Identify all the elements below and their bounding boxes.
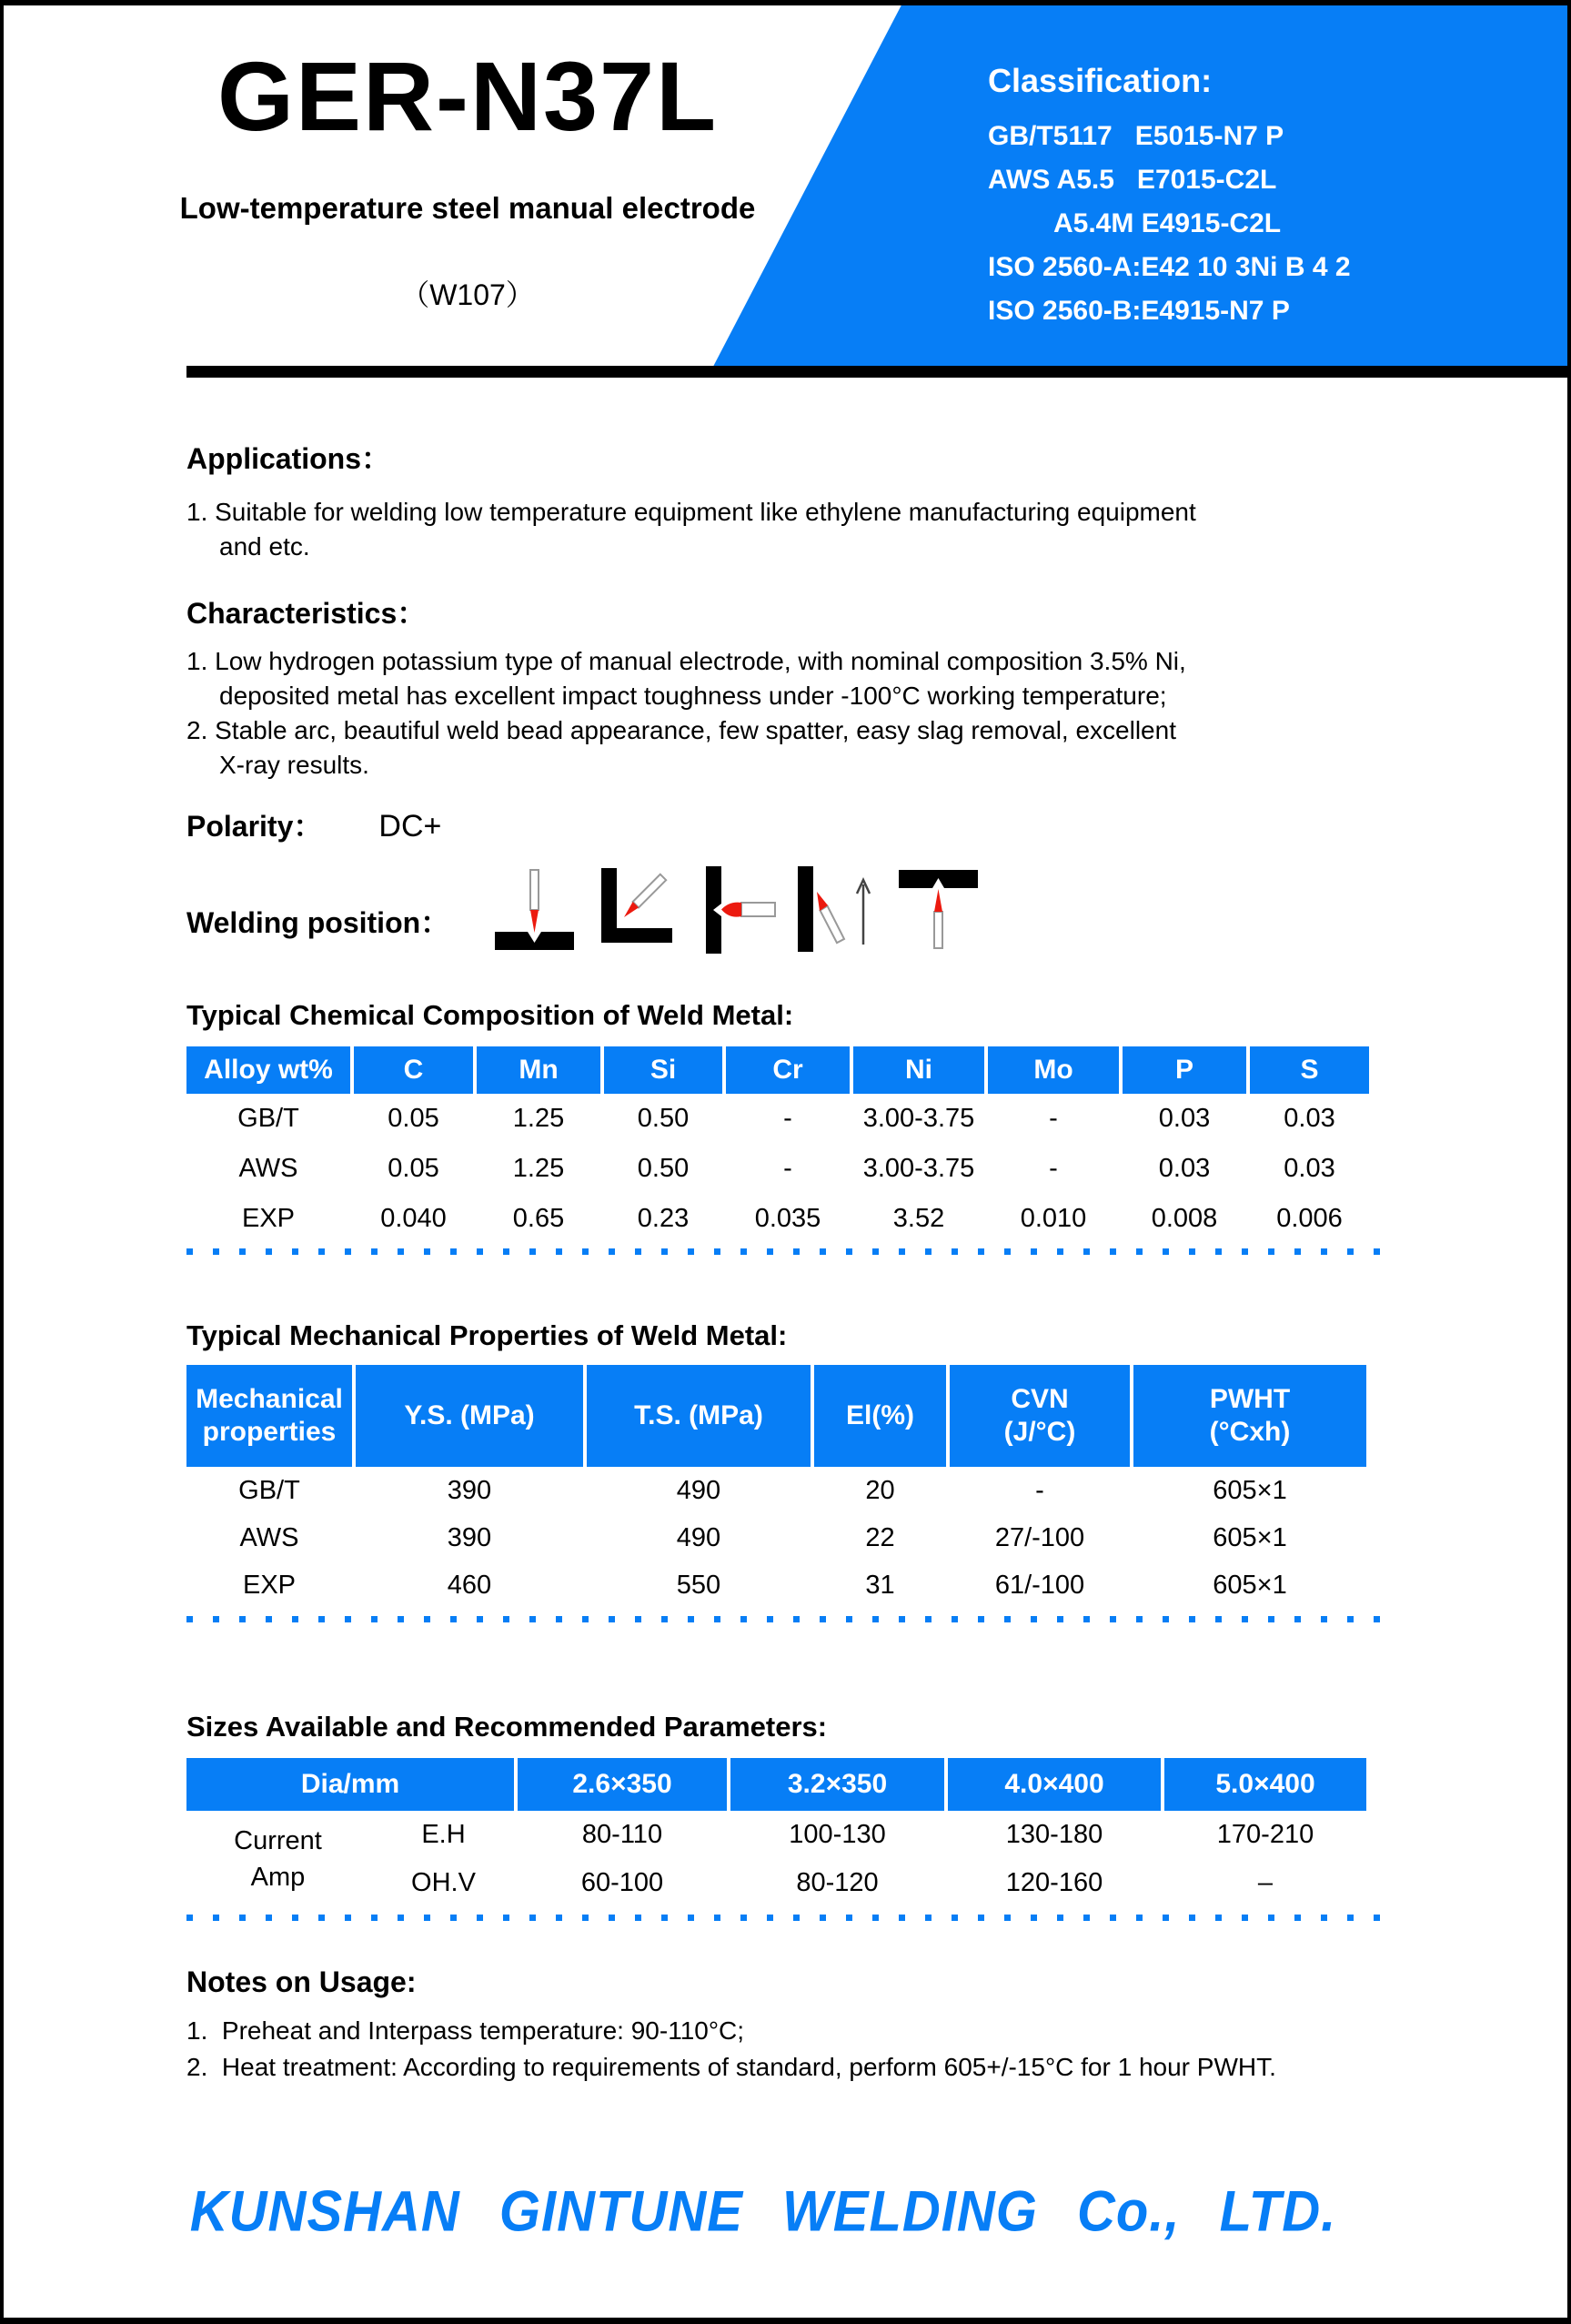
row-label: GB/T [237, 1104, 299, 1133]
table-cell: 20 [865, 1475, 895, 1505]
table-cell: 0.05 [388, 1104, 439, 1133]
mech-table-title: Typical Mechanical Properties of Weld Metal: [186, 1319, 788, 1351]
welding-position-label: Welding position： [186, 906, 450, 939]
header-cell: 5.0×400 [1164, 1758, 1366, 1811]
characteristics-line: 2. Stable arc, beautiful weld bead appearance, few spatter, easy slag removal, excellent [186, 716, 1176, 744]
applications-line: and etc. [219, 532, 310, 561]
table-cell: - [1049, 1154, 1058, 1183]
table-cell: 100-130 [789, 1820, 886, 1849]
table-cell: 0.006 [1276, 1204, 1343, 1233]
classification-heading: Classification: [988, 62, 1213, 99]
table-cell: 0.65 [512, 1204, 565, 1233]
header-line: Y.S. (MPa) [404, 1400, 535, 1430]
row-group-line: Amp [250, 1863, 306, 1892]
header-cell: C [354, 1046, 473, 1094]
sizes-table-header [186, 1758, 1366, 1811]
header-cell [186, 1365, 352, 1467]
row-label: EXP [242, 1570, 297, 1600]
row-label: GB/T [238, 1475, 300, 1505]
notes-line: 1. Preheat and Interpass temperature: 90-110°C; [186, 2016, 745, 2045]
table-cell: 0.50 [637, 1154, 690, 1183]
table-cell: 1.25 [512, 1154, 565, 1183]
table-cell: 80-120 [796, 1868, 879, 1897]
horizontal-position-icon [693, 864, 780, 955]
table-cell: 170-210 [1216, 1820, 1314, 1849]
table-cell: - [783, 1154, 792, 1183]
header-cell [587, 1365, 811, 1467]
overhead-position-icon [895, 864, 982, 955]
table-cell: 3.52 [892, 1204, 945, 1233]
table-cell: 0.23 [637, 1204, 690, 1233]
notes-text [186, 2013, 1276, 2086]
table-cell: 390 [447, 1522, 492, 1552]
table-cell: - [1049, 1104, 1058, 1133]
mech-table-header [186, 1365, 1366, 1467]
classification-block [988, 60, 1351, 333]
fillet-corner-position-icon [592, 864, 679, 955]
chem-table-title: Typical Chemical Composition of Weld Metal: [186, 999, 794, 1031]
table-cell: 0.03 [1284, 1154, 1335, 1183]
table-cell: 605×1 [1213, 1522, 1287, 1552]
flat-position-icon [491, 864, 578, 955]
polarity-value: DC+ [378, 809, 442, 844]
header-cell: Cr [726, 1046, 850, 1094]
header-line: T.S. (MPa) [634, 1400, 763, 1430]
header-divider-bar [186, 366, 1567, 378]
chem-table-body [186, 1094, 1369, 1244]
table-cell: 0.008 [1151, 1204, 1218, 1233]
mech-table-body [186, 1467, 1366, 1609]
row-label: OH.V [411, 1868, 476, 1897]
header-line: (J/°C) [1003, 1417, 1076, 1447]
table-cell: 31 [865, 1570, 895, 1600]
table-cell: 490 [676, 1475, 721, 1505]
header-line: (°Cxh) [1209, 1417, 1291, 1447]
header-line: CVN [1011, 1384, 1069, 1414]
polarity-row [186, 808, 441, 844]
characteristics-text [186, 644, 1186, 783]
table-cell: 390 [447, 1475, 492, 1505]
applications-text [186, 495, 1196, 564]
characteristics-line: deposited metal has excellent impact toughness under -100°C working temperature; [219, 682, 1167, 710]
footer-company-name: KUNSHAN GINTUNE WELDING Co., LTD. [189, 2179, 1337, 2244]
header-cell: Alloy wt% [186, 1046, 350, 1094]
classification-line: GB/T5117 E5015-N7 P [988, 121, 1284, 151]
header-cell: Mn [477, 1046, 600, 1094]
table-cell: 3.00-3.75 [862, 1154, 975, 1183]
table-cell: 460 [447, 1570, 492, 1600]
table-cell: 80-110 [581, 1820, 663, 1849]
row-group-label [186, 1811, 369, 1907]
row-label: AWS [239, 1522, 299, 1552]
applications-heading: Applications： [186, 442, 391, 475]
header-cell: P [1123, 1046, 1246, 1094]
header-line: PWHT [1209, 1384, 1291, 1414]
table-cell: 0.010 [1020, 1204, 1087, 1233]
header-cell [1133, 1365, 1366, 1467]
table-cell: 120-160 [1005, 1868, 1103, 1897]
classification-line: A5.4M E4915-C2L [1053, 208, 1282, 238]
header-cell: S [1250, 1046, 1369, 1094]
classification-line: ISO 2560-B:E4915-N7 P [988, 296, 1290, 326]
header-cell: Mo [988, 1046, 1119, 1094]
header-cell: Ni [853, 1046, 984, 1094]
table-cell: 0.03 [1158, 1104, 1211, 1133]
product-subtitle: Low-temperature steel manual electrode [179, 191, 756, 225]
table-cell: 60-100 [580, 1868, 664, 1897]
header-line: Mechanical [196, 1384, 343, 1414]
table-cell: 61/-100 [994, 1570, 1085, 1600]
dotted-separator [186, 1248, 1385, 1255]
header-line: El(%) [846, 1400, 914, 1430]
characteristics-line: 1. Low hydrogen potassium type of manual electrode, with nominal composition 3.5% Ni, [186, 647, 1186, 675]
table-cell: 0.03 [1158, 1154, 1211, 1183]
classification-line: ISO 2560-A:E42 10 3Ni B 4 2 [988, 252, 1351, 282]
table-cell: 22 [865, 1522, 895, 1552]
classification-line: AWS A5.5 E7015-C2L [988, 165, 1277, 195]
header-cell: 4.0×400 [948, 1758, 1161, 1811]
welding-position-icons [491, 864, 982, 955]
header-cell: 2.6×350 [518, 1758, 727, 1811]
sizes-table-title: Sizes Available and Recommended Parameters: [186, 1711, 828, 1743]
table-cell: 3.00-3.75 [862, 1104, 975, 1133]
polarity-label: Polarity： [186, 810, 323, 843]
table-cell: 1.25 [512, 1104, 565, 1133]
header-line: properties [202, 1417, 337, 1447]
product-model-code: （W107） [400, 278, 535, 311]
table-cell: – [1257, 1868, 1274, 1897]
row-group-line: Current [234, 1826, 322, 1855]
notes-heading: Notes on Usage: [186, 1965, 417, 1998]
header-cell [356, 1365, 583, 1467]
notes-line: 2. Heat treatment: According to requirements of standard, perform 605+/-15°C for 1 hour PWHT. [186, 2053, 1276, 2081]
table-cell: 27/-100 [994, 1522, 1085, 1552]
table-cell: 0.03 [1284, 1104, 1335, 1133]
table-cell: 550 [676, 1570, 721, 1600]
row-label: E.H [421, 1820, 466, 1849]
table-cell: 490 [676, 1522, 721, 1552]
header-cell: Dia/mm [186, 1758, 514, 1811]
characteristics-heading: Characteristics： [186, 597, 427, 630]
table-cell: - [1035, 1475, 1044, 1505]
product-title: GER-N37L [217, 41, 719, 151]
row-label: EXP [241, 1204, 296, 1233]
table-cell: 0.50 [637, 1104, 690, 1133]
table-cell: 0.05 [388, 1154, 439, 1183]
vertical-up-position-icon [794, 864, 881, 955]
table-cell: 130-180 [1005, 1820, 1103, 1849]
header-cell: 3.2×350 [730, 1758, 944, 1811]
chem-table-header [186, 1046, 1369, 1094]
table-cell: 0.035 [754, 1204, 821, 1233]
characteristics-line: X-ray results. [219, 751, 369, 779]
dotted-separator [186, 1616, 1385, 1622]
header-cell: Si [604, 1046, 722, 1094]
sizes-table-body [186, 1811, 1366, 1907]
row-label: AWS [238, 1154, 298, 1183]
header-cell [814, 1365, 946, 1467]
applications-line: 1. Suitable for welding low temperature equipment like ethylene manufacturing equipment [186, 498, 1196, 526]
dotted-separator [186, 1915, 1385, 1921]
table-cell: 0.040 [380, 1204, 447, 1233]
header-cell [950, 1365, 1130, 1467]
table-cell: - [783, 1104, 792, 1133]
table-cell: 605×1 [1213, 1570, 1287, 1600]
table-cell: 605×1 [1213, 1475, 1287, 1505]
